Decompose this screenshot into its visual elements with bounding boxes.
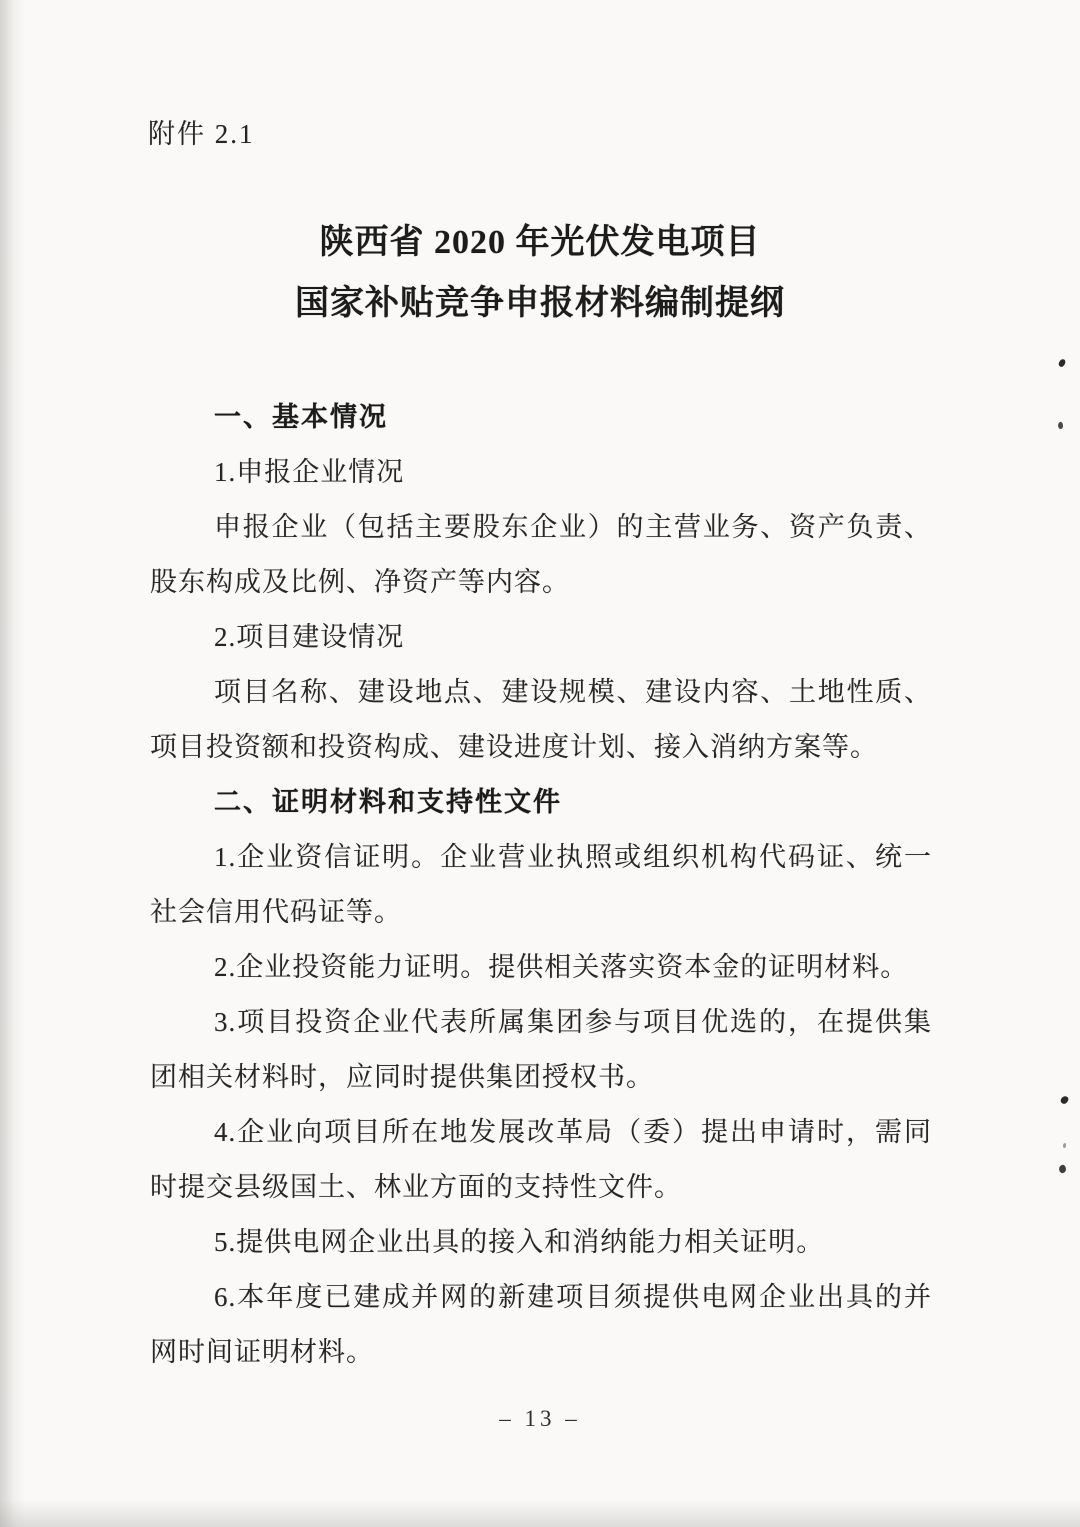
paragraph-project-details: 项目名称、建设地点、建设规模、建设内容、土地性质、项目投资额和投资构成、建设进度计划、接入消纳方案等。 xyxy=(150,677,932,762)
scan-speck xyxy=(1058,358,1066,367)
subheading-declaring-enterprise: 1.申报企业情况 xyxy=(214,457,405,487)
scan-speck xyxy=(1057,422,1063,430)
paragraph-local-application: 4.企业向项目所在地发展改革局（委）提出申请时，需同时提交县级国土、林业方面的支持性文件。 xyxy=(150,1117,932,1202)
subheading-project-construction: 2.项目建设情况 xyxy=(214,622,405,652)
scan-speck xyxy=(1063,1143,1066,1148)
paragraph-investment-capability: 2.企业投资能力证明。提供相关落实资本金的证明材料。 xyxy=(214,952,909,982)
document-title-line-1: 陕西省 2020 年光伏发电项目 xyxy=(319,224,761,261)
paragraph-enterprise-details: 申报企业（包括主要股东企业）的主营业务、资产负责、股东构成及比例、净资产等内容。 xyxy=(150,512,932,597)
paragraph-group-authorization: 3.项目投资企业代表所属集团参与项目优选的，在提供集团相关材料时，应同时提供集团授权书。 xyxy=(150,1007,932,1092)
paragraph-grid-capacity-proof: 5.提供电网企业出具的接入和消纳能力相关证明。 xyxy=(214,1227,825,1257)
scan-speck xyxy=(1058,1164,1067,1174)
section-heading-2: 二、证明材料和支持性文件 xyxy=(214,787,562,817)
document-title-line-2: 国家补贴竞争申报材料编制提纲 xyxy=(295,285,785,322)
page-number: – 13 – xyxy=(499,1406,581,1431)
paragraph-grid-connection-proof: 6.本年度已建成并网的新建项目须提供电网企业出具的并网时间证明材料。 xyxy=(150,1282,932,1367)
section-heading-1: 一、基本情况 xyxy=(214,402,388,432)
document-title xyxy=(0,212,1080,334)
attachment-label: 附件 2.1 xyxy=(148,119,255,149)
scan-speck xyxy=(1060,1095,1070,1105)
paragraph-credit-certificate: 1.企业资信证明。企业营业执照或组织机构代码证、统一社会信用代码证等。 xyxy=(150,842,932,927)
document-body xyxy=(150,390,932,1380)
